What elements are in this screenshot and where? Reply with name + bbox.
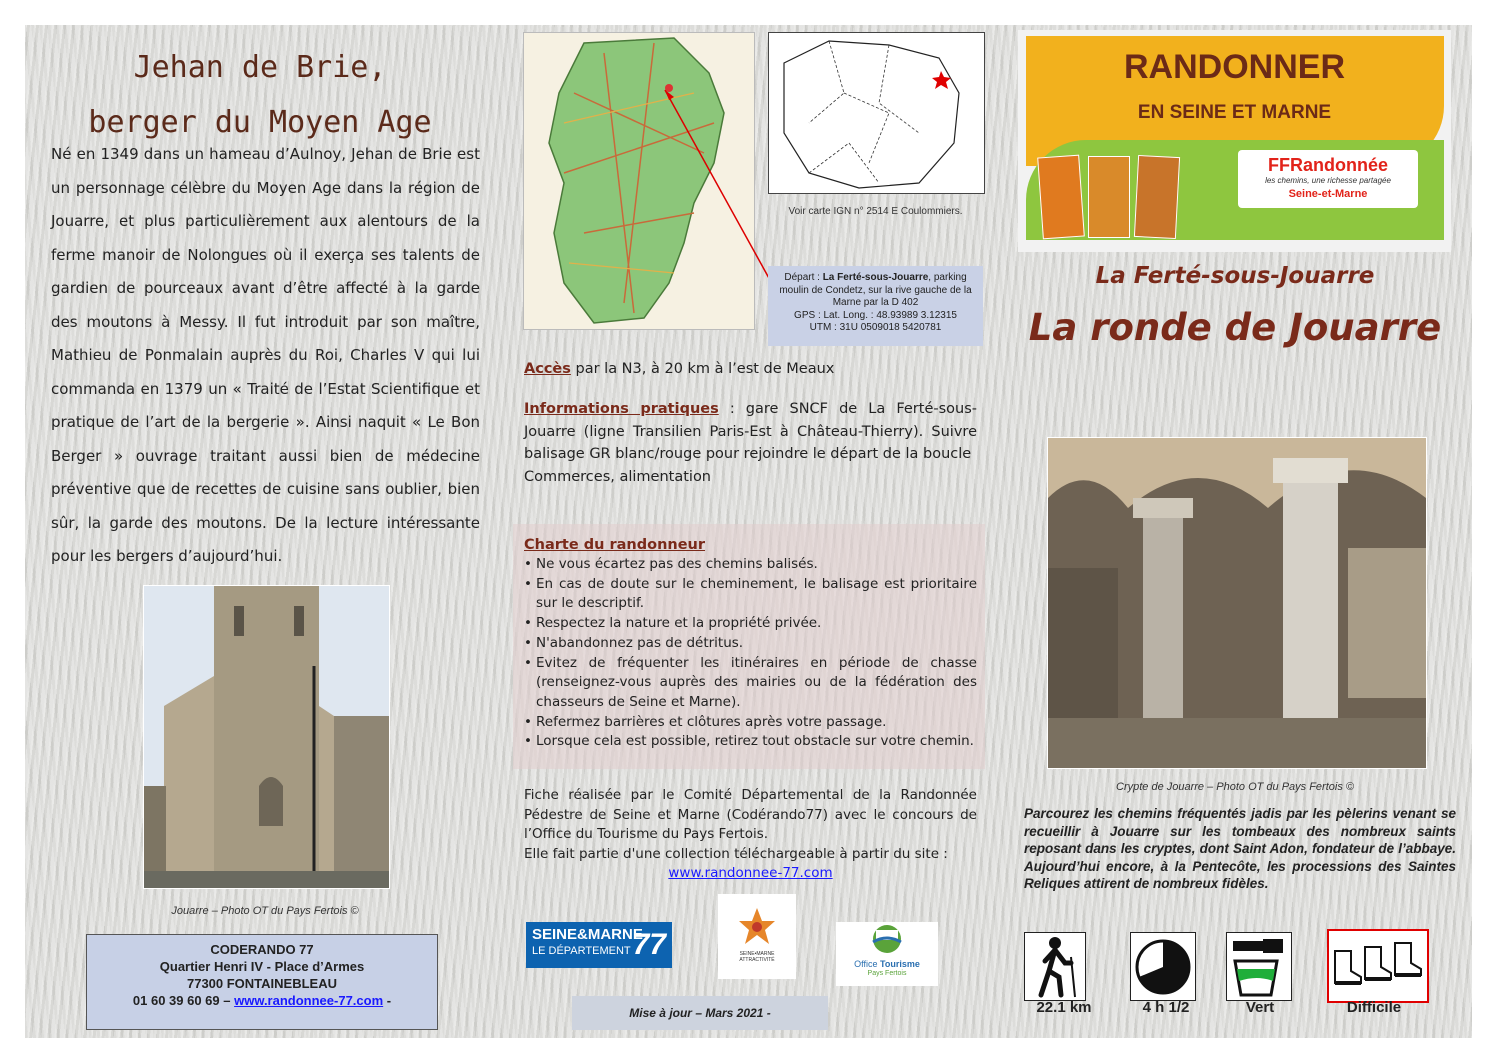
- contact-address-line2: 77300 FONTAINEBLEAU: [186, 976, 337, 991]
- logo-attr-text: SEINE•MARNE ATTRACTIVITÉ: [739, 951, 775, 963]
- contact-phone-row: [87, 992, 437, 1009]
- office-tourisme-icon: [862, 924, 912, 954]
- route-intro: Parcourez les chemins fréquentés jadis par les pèlerins venant se recueillir à Jouarre sur les tombeaux des nombreux saints reposant dans les cryptes, dont Saint Adon, fondateur de l’abbaye. Aujourd’hui encore, à la Pentecôte, les processions des Saintes Reliques attirent de nombreux fidèles.: [1024, 806, 1456, 891]
- fiche-link-row: [524, 864, 977, 884]
- difficulty-label: Difficile: [1346, 999, 1402, 1016]
- contact-suffix: -: [383, 993, 392, 1008]
- charte-item: • En cas de doute sur le cheminement, le balisage est prioritaire sur le descriptif.: [524, 575, 977, 614]
- office-tourisme-logo: [836, 922, 938, 986]
- crypt-illustration: [1048, 438, 1426, 768]
- banner-subtitle: EN SEINE ET MARNE: [1137, 102, 1332, 123]
- charte-item: • Refermez barrières et clôtures après votre passage.: [524, 713, 977, 733]
- contact-box: [86, 934, 438, 1030]
- ffr-tagline: les chemins, une richesse partagée: [1265, 176, 1391, 185]
- logo-ot-line3: Pays Fertois: [867, 970, 907, 977]
- gps-coordinates: GPS : Lat. Long. : 48.93989 3.12315: [794, 309, 957, 321]
- left-title-line1: Jehan de Brie,: [133, 50, 387, 85]
- color-label: Vert: [1245, 999, 1275, 1016]
- info-section: [524, 398, 977, 488]
- fiche-text: Fiche réalisée par le Comité Départemental de la Randonnée Pédestre de Seine et Marne (Codérando77) avec le concours de l’Office du Tourisme du Pays Fertois.: [524, 787, 977, 842]
- info-text-2: Commerces, alimentation: [524, 468, 711, 485]
- map-pointer-arrow: [660, 85, 780, 285]
- acces-text: par la N3, à 20 km à l’est de Meaux: [570, 361, 835, 377]
- left-title-line2: berger du Moyen Age: [88, 105, 432, 140]
- logo-sm-line2: LE DÉPARTEMENT: [532, 945, 631, 957]
- boots-icon-svg: [1329, 931, 1427, 1001]
- depart-info-box: [768, 266, 983, 346]
- update-banner: Mise à jour – Mars 2021 -: [572, 996, 828, 1030]
- ign-note: Voir carte IGN n° 2514 E Coulommiers.: [788, 206, 963, 217]
- charte-title: Charte du randonneur: [524, 537, 706, 553]
- left-title: [60, 40, 460, 150]
- acces-label: Accès: [524, 361, 571, 377]
- town-name: La Ferté-sous-Jouarre: [1095, 263, 1375, 289]
- depart-place: La Ferté-sous-Jouarre: [822, 272, 929, 283]
- banner-title: RANDONNER: [1124, 48, 1345, 86]
- fiche-website-link[interactable]: www.randonnee-77.com: [668, 865, 833, 881]
- depart-label: Départ :: [784, 272, 823, 283]
- charte-list: [524, 555, 977, 752]
- logo-ot-line1: Office: [854, 959, 878, 969]
- left-photo-caption: Jouarre – Photo OT du Pays Fertois ©: [171, 905, 359, 917]
- duration-label: 4 h 1/2: [1142, 999, 1190, 1016]
- left-paragraph: Né en 1349 dans un hameau d’Aulnoy, Jehan de Brie est un personnage célèbre du Moyen Age dans la région de Jouarre, et plus particulièrement aux alentours de la ferme manoir de Nolongues où il exerça ses talents de gardien de pourceaux avant d’être affecté à la garde des moutons à Messy. Il fut introduit par son maître, Mathieu de Ponmalain auprès du Roi, Charles V qui lui commanda en 1379 un « Traité de l’Estat Scientifique et pratique de l’art de la bergerie ». Ainsi naquit « Le Bon Berger » ouvrage traitant aussi bien de médecine préventive que de recettes de cuisine sans oublier, bien sûr, la garde des moutons. De la lecture intéressante pour les bergers d’aujourd’hui.: [51, 145, 480, 565]
- charte-item: • Ne vous écartez pas des chemins balisés.: [524, 555, 977, 575]
- info-label: Informations pratiques: [524, 401, 719, 417]
- logo-ot-line1-row: [836, 959, 938, 969]
- clock-icon: [1130, 932, 1196, 1001]
- paint-bucket-icon: [1226, 932, 1292, 1001]
- locator-map-drawing: [769, 33, 984, 193]
- hiker-icon: [1024, 932, 1086, 1001]
- france-locator-map: [768, 32, 985, 194]
- contact-name: CODERANDO 77: [210, 942, 314, 957]
- charte-item: • Respectez la nature et la propriété privée.: [524, 614, 977, 634]
- hiker-icon-svg: [1025, 933, 1085, 1000]
- route-title: La ronde de Jouarre: [1028, 306, 1442, 349]
- contact-website-link[interactable]: www.randonnee-77.com: [234, 993, 384, 1008]
- utm-coordinates: UTM : 31U 0509018 5420781: [809, 322, 942, 333]
- tower-illustration: [144, 586, 389, 888]
- seine-et-marne-logo: [526, 922, 672, 968]
- logo-sm-number: 77: [632, 928, 666, 961]
- acces-section: [524, 358, 979, 380]
- ffr-region: Seine-et-Marne: [1288, 188, 1368, 200]
- attractivite-logo: [718, 894, 796, 979]
- charte-section: [524, 535, 977, 752]
- ffr-brand: FFRandonnée: [1268, 155, 1388, 175]
- fiche-section: [524, 786, 977, 884]
- charte-item: • Lorsque cela est possible, retirez tout obstacle sur votre chemin.: [524, 732, 977, 752]
- attractivite-star-icon: [737, 906, 777, 946]
- jouarre-tower-photo: [143, 585, 390, 889]
- guidebook-cover-1: [1037, 155, 1085, 240]
- guidebook-cover-3: [1134, 155, 1180, 239]
- crypt-photo: [1047, 437, 1427, 769]
- logo-sm-line1: SEINE&MARNE: [532, 926, 643, 943]
- distance-label: 22.1 km: [1036, 999, 1092, 1016]
- info-text: : gare SNCF de La Ferté-sous-Jouarre (ligne Transilien Paris-Est à Château-Thierry). Suivre balisage GR blanc/rouge pour rejoindre le départ de la boucle: [524, 401, 978, 462]
- paint-bucket-icon-svg: [1227, 933, 1291, 1000]
- charte-item: • Evitez de fréquenter les itinéraires en période de chasse (renseignez-vous auprès des mairies ou de la fédération des chasseurs de Seine et Marne).: [524, 654, 977, 713]
- fiche-text-2: Elle fait partie d'une collection téléchargeable à partir du site :: [524, 845, 948, 862]
- contact-phone: 01 60 39 60 69 –: [132, 993, 235, 1008]
- ffrandonnee-logo: [1238, 150, 1418, 208]
- depart-line: [776, 272, 975, 310]
- depart-rest: , parking moulin de Condetz, sur la rive gauche de la Marne par la D 402: [779, 272, 972, 308]
- boots-icon: [1327, 929, 1429, 1003]
- contact-address-line1: Quartier Henri IV - Place d’Armes: [159, 959, 365, 974]
- charte-item: • N'abandonnez pas de détritus.: [524, 634, 977, 654]
- guidebook-cover-2: [1088, 156, 1130, 238]
- crypt-photo-caption: Crypte de Jouarre – Photo OT du Pays Fertois ©: [1116, 781, 1354, 793]
- clock-icon-svg: [1131, 933, 1195, 1000]
- randonner-banner: [1018, 30, 1451, 252]
- logo-ot-line2: Tourisme: [880, 959, 920, 969]
